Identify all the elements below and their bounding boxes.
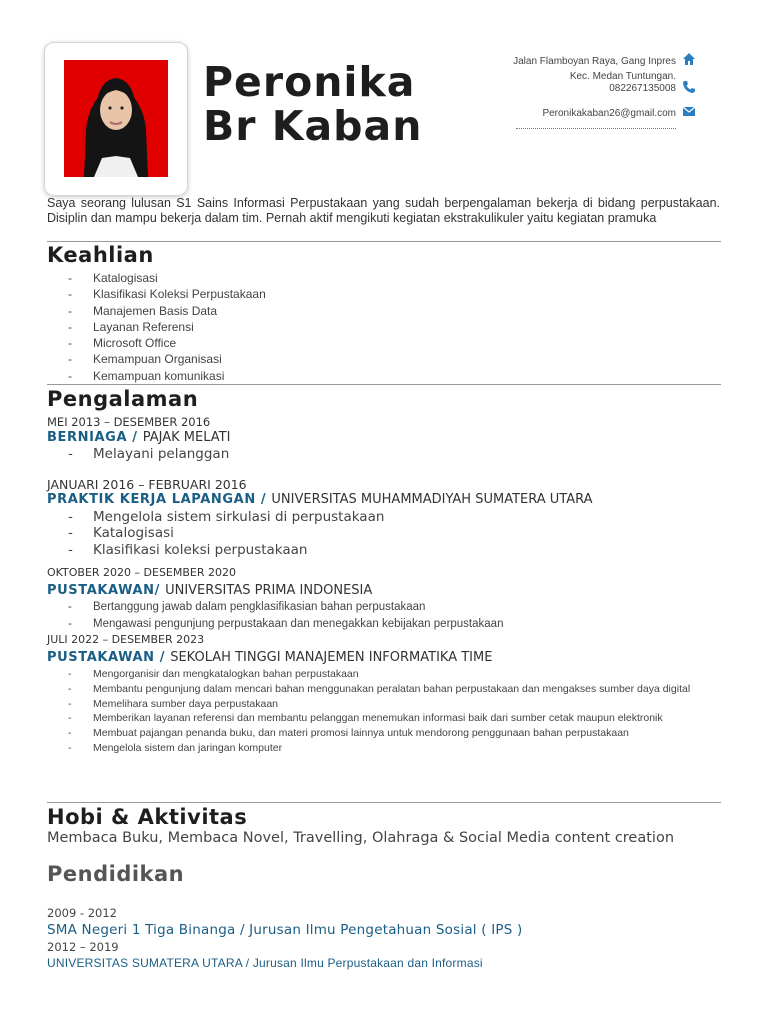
skill-item: - Katalogisasi xyxy=(68,270,266,286)
last-name: Br Kaban xyxy=(203,102,423,150)
education-heading: Pendidikan xyxy=(47,862,185,886)
duty-item: - Mengelola sistem dan jaringan komputer xyxy=(68,741,708,756)
profile-summary: Saya seorang lulusan S1 Sains Informasi Perpustakaan yang sudah berpengalaman bekerja di bidang perpustakaan. Disiplin dan mampu bekerja dalam tim. Pernah aktif mengikuti kegiatan ekstrakulikuler yaitu kegiatan pramuka xyxy=(47,196,720,225)
email-address[interactable]: Peronikakaban26@gmail.com xyxy=(542,108,676,119)
hobbies-heading: Hobi & Aktivitas xyxy=(47,805,248,829)
job-title xyxy=(47,430,230,445)
duty-item: - Membantu pengunjung dalam mencari bahan menggunakan peralatan bahan perpustakaan dan mengakses sumber daya digital xyxy=(68,682,708,697)
job-role: PUSTAKAWAN / xyxy=(47,650,171,665)
job-duties xyxy=(68,599,503,632)
duty-item: - Klasifikasi koleksi perpustakaan xyxy=(68,542,384,558)
duty-item: - Memberikan layanan referensi dan membantu pelanggan menemukan informasi baik dari sumber cetak maupun elektronik xyxy=(68,711,708,726)
education-major: Jurusan Ilmu Perpustakaan dan Informasi xyxy=(252,956,483,970)
skill-item: - Microsoft Office xyxy=(68,335,266,351)
first-name: Peronika xyxy=(203,58,416,106)
job-role: PUSTAKAWAN/ xyxy=(47,583,166,598)
job-dates: OKTOBER 2020 – DESEMBER 2020 xyxy=(47,566,236,579)
skill-item: - Kemampuan Organisasi xyxy=(68,351,266,367)
education-title: SMA Negeri 1 Tiga Binanga / Jurusan Ilmu Pengetahuan Sosial ( IPS ) xyxy=(47,922,523,938)
skills-list xyxy=(68,270,266,384)
job-duties xyxy=(68,509,384,558)
job-dates: JANUARI 2016 – FEBRUARI 2016 xyxy=(47,477,247,492)
full-name xyxy=(203,60,422,148)
duty-item: - Memelihara sumber daya perpustakaan xyxy=(68,697,708,712)
job-role: BERNIAGA / xyxy=(47,430,143,445)
home-icon xyxy=(682,52,696,66)
job-dates: MEI 2013 – DESEMBER 2016 xyxy=(47,415,211,429)
job-title xyxy=(47,492,593,507)
skills-heading: Keahlian xyxy=(47,243,154,267)
job-role: PRAKTIK KERJA LAPANGAN / xyxy=(47,492,272,507)
job-organization: PAJAK MELATI xyxy=(142,430,231,445)
education-title xyxy=(47,956,483,970)
divider xyxy=(47,241,721,242)
phone-number: 082267135008 xyxy=(609,83,676,94)
divider xyxy=(47,802,721,803)
address-text: Jalan Flamboyan Raya, Gang Inpres Kec. Medan Tuntungan. xyxy=(513,56,676,82)
duty-item: - Mengelola sistem sirkulasi di perpustakaan xyxy=(68,509,384,525)
job-duties xyxy=(68,446,229,462)
job-organization: SEKOLAH TINGGI MANAJEMEN INFORMATIKA TIME xyxy=(170,650,493,665)
job-organization: UNIVERSITAS PRIMA INDONESIA xyxy=(165,583,373,598)
education-dates: 2012 – 2019 xyxy=(47,940,119,954)
duty-item: - Membuat pajangan penanda buku, dan materi promosi lainnya untuk mendorong penggunaan bahan perpustakaan xyxy=(68,726,708,741)
job-title xyxy=(47,583,372,598)
experience-heading: Pengalaman xyxy=(47,387,199,411)
duty-item: - Bertanggung jawab dalam pengklasifikasian bahan perpustakaan xyxy=(68,599,503,616)
hobbies-text: Membaca Buku, Membaca Novel, Travelling, Olahraga & Social Media content creation xyxy=(47,830,675,846)
profile-photo xyxy=(64,60,168,177)
person-portrait xyxy=(64,60,168,177)
phone-icon xyxy=(682,80,696,94)
duty-item: - Mengorganisir dan mengkatalogkan bahan perpustakaan xyxy=(68,667,708,682)
job-dates: JULI 2022 – DESEMBER 2023 xyxy=(47,633,205,646)
duty-item: - Mengawasi pengunjung perpustakaan dan menegakkan kebijakan perpustakaan xyxy=(68,616,503,633)
contact-dotted-line xyxy=(516,128,676,129)
education-dates: 2009 - 2012 xyxy=(47,906,117,920)
divider xyxy=(47,384,721,385)
skill-item: - Kemampuan komunikasi xyxy=(68,368,266,384)
job-title xyxy=(47,650,492,665)
profile-photo-frame xyxy=(44,42,188,196)
mail-icon xyxy=(682,104,696,118)
duty-item: - Melayani pelanggan xyxy=(68,446,229,462)
duty-item: - Katalogisasi xyxy=(68,525,384,541)
skill-item: - Manajemen Basis Data xyxy=(68,303,266,319)
job-organization: UNIVERSITAS MUHAMMADIYAH SUMATERA UTARA xyxy=(271,492,593,507)
job-duties xyxy=(68,667,708,756)
education-school: UNIVERSITAS SUMATERA UTARA / xyxy=(47,956,253,970)
skill-item: - Klasifikasi Koleksi Perpustakaan xyxy=(68,286,266,302)
skill-item: - Layanan Referensi xyxy=(68,319,266,335)
